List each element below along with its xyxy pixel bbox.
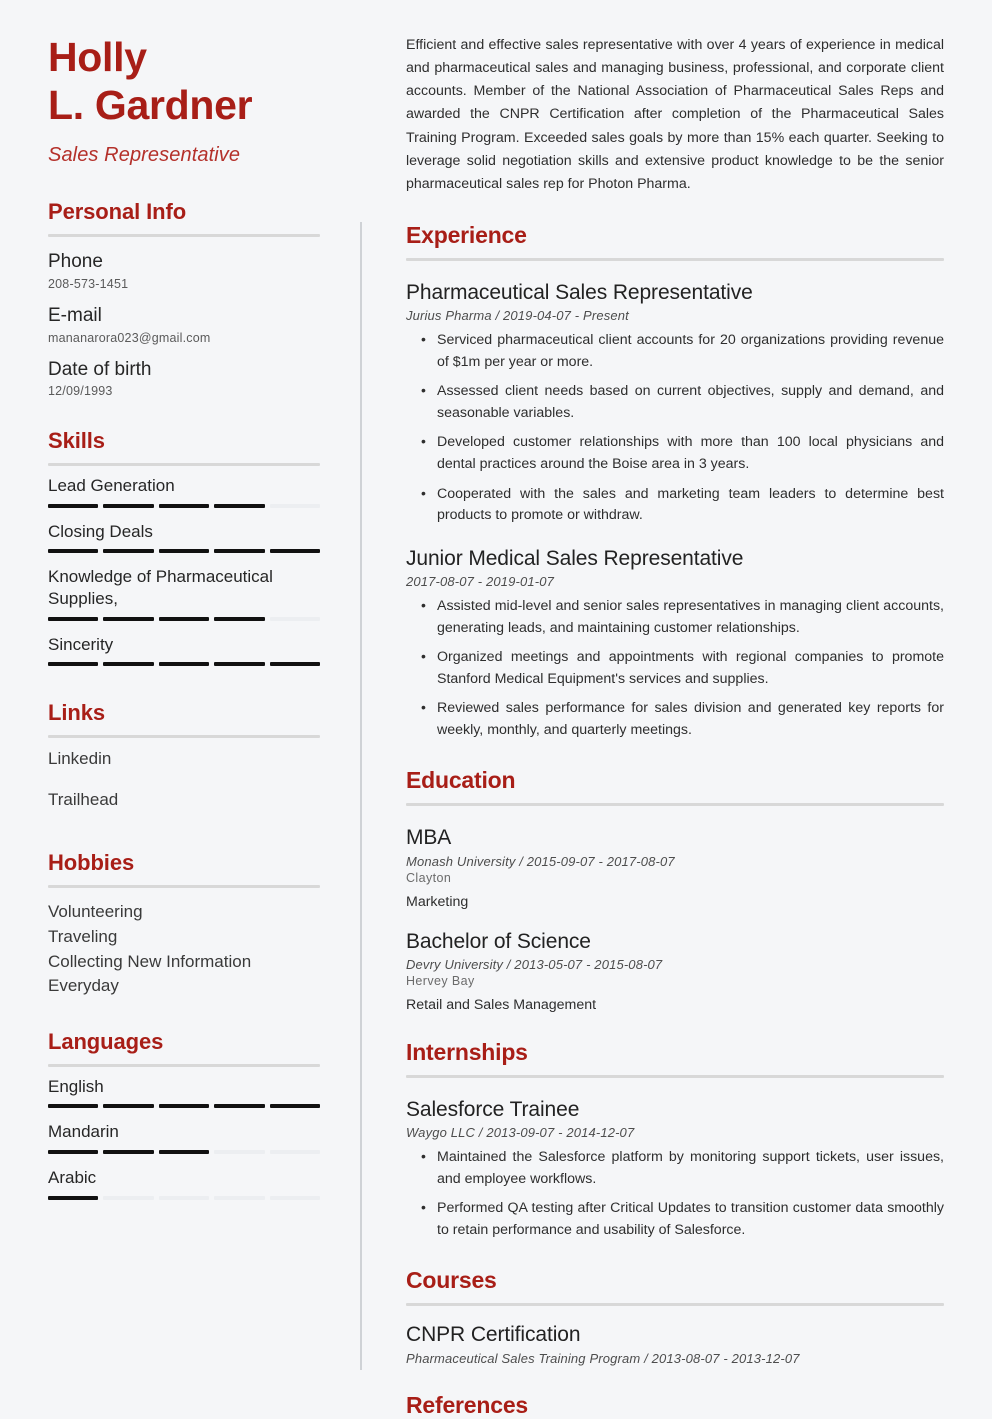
entry-title: Junior Medical Sales Representative bbox=[406, 546, 744, 570]
rating-segment bbox=[270, 1196, 320, 1200]
email-value: mananarora023@gmail.com bbox=[48, 330, 211, 345]
bullet-item: • Organized meetings and appointments with regional companies to promote Stanford Medical Equipment's services and supplies. bbox=[437, 647, 944, 690]
rating-segment bbox=[159, 549, 209, 553]
language-rating-bar bbox=[48, 1104, 320, 1112]
section-references bbox=[406, 1392, 944, 1419]
rating-segment bbox=[270, 504, 320, 508]
entry-title: MBA bbox=[406, 826, 452, 850]
rating-segment bbox=[270, 1104, 320, 1108]
hobby-line: Everyday bbox=[48, 976, 119, 996]
language-label: Arabic bbox=[48, 1167, 97, 1187]
rating-segment bbox=[103, 662, 153, 666]
skill-label: Closing Deals bbox=[48, 521, 153, 541]
rating-segment bbox=[159, 1104, 209, 1108]
phone-label: Phone bbox=[48, 250, 103, 272]
bullet-item: • Developed customer relationships with more than 100 local physicians and dental practices around the Boise area in 3 years. bbox=[437, 432, 944, 475]
entry-field-of-study: Retail and Sales Management bbox=[406, 996, 597, 1013]
skill-rating-bar bbox=[48, 549, 320, 557]
rating-segment bbox=[159, 662, 209, 666]
heading-rule bbox=[406, 1303, 944, 1306]
email-label: E-mail bbox=[48, 304, 102, 326]
rating-segment bbox=[214, 617, 264, 621]
professional-summary: Efficient and effective sales representative with over 4 years of experience in medical and pharmaceutical sales and managing business, professional, and corporate client accounts. Member of the National Association of Pharmaceutical Sales Reps and awarded the CNPR Certification after completion of the Pharmaceutical Sales Training Program. Exceeded sales goals by more than 15% each quarter. Seeking to leverage solid negotiation skills and extensive product knowledge to be the senior pharmaceutical sales rep for Photon Pharma. bbox=[406, 37, 944, 192]
rating-segment bbox=[48, 504, 98, 508]
language-item bbox=[48, 1067, 320, 1113]
language-item bbox=[48, 1112, 320, 1158]
rating-segment bbox=[214, 662, 264, 666]
rating-segment bbox=[103, 617, 153, 621]
link-item-trailhead[interactable]: Trailhead bbox=[48, 790, 119, 810]
entry-title: Bachelor of Science bbox=[406, 929, 591, 953]
bullet-item: • Maintained the Salesforce platform by monitoring support tickets, user issues, and employee workflows. bbox=[437, 1147, 944, 1190]
entry-meta: Devry University / 2013-05-07 - 2015-08-07 bbox=[406, 956, 663, 972]
references-heading: References bbox=[406, 1391, 529, 1418]
skill-item bbox=[48, 466, 320, 512]
section-education bbox=[406, 767, 944, 1012]
entry-title: CNPR Certification bbox=[406, 1323, 581, 1347]
section-courses bbox=[406, 1267, 944, 1365]
bullet-item: • Reviewed sales performance for sales division and generated key reports for weekly, monthly, and quarterly meetings. bbox=[437, 698, 944, 741]
entry-bullets bbox=[406, 330, 944, 527]
education-heading: Education bbox=[406, 767, 516, 794]
heading-rule bbox=[406, 258, 944, 261]
language-item bbox=[48, 1158, 320, 1204]
skill-label: Lead Generation bbox=[48, 476, 175, 496]
rating-segment bbox=[48, 617, 98, 621]
section-internships bbox=[406, 1039, 944, 1242]
section-skills bbox=[48, 428, 320, 670]
rating-segment bbox=[48, 1196, 98, 1200]
job-title: Sales Representative bbox=[48, 143, 241, 166]
section-personal-info bbox=[48, 199, 320, 398]
rating-segment bbox=[48, 1150, 98, 1154]
bullet-item: • Performed QA testing after Critical Updates to transition customer data smoothly to retain performance and usability of Salesforce. bbox=[437, 1198, 944, 1241]
skill-item bbox=[48, 625, 320, 671]
skill-label: Knowledge of Pharmaceutical Supplies, bbox=[48, 567, 273, 609]
rating-segment bbox=[103, 1196, 153, 1200]
skill-label: Sincerity bbox=[48, 634, 114, 654]
info-item-email bbox=[48, 305, 320, 345]
entry-meta: Monash University / 2015-09-07 - 2017-08-07 bbox=[406, 853, 675, 869]
skill-rating-bar bbox=[48, 662, 320, 670]
entry-bullets bbox=[406, 596, 944, 741]
language-label: English bbox=[48, 1076, 104, 1096]
rating-segment bbox=[48, 549, 98, 553]
internships-heading: Internships bbox=[406, 1038, 528, 1065]
rating-segment bbox=[270, 662, 320, 666]
course-entry bbox=[406, 1322, 944, 1365]
last-name: L. Gardner bbox=[48, 81, 253, 128]
experience-entry bbox=[406, 546, 944, 742]
info-item-dob bbox=[48, 359, 320, 399]
dob-label: Date of birth bbox=[48, 358, 152, 380]
rating-segment bbox=[159, 504, 209, 508]
skill-rating-bar bbox=[48, 617, 320, 625]
education-entry bbox=[406, 929, 944, 1013]
sidebar bbox=[0, 0, 360, 1403]
rating-segment bbox=[48, 662, 98, 666]
bullet-item: • Cooperated with the sales and marketing team leaders to determine best products to promote or withdraw. bbox=[437, 484, 944, 527]
skill-rating-bar bbox=[48, 504, 320, 512]
name-block bbox=[48, 34, 320, 167]
education-entry bbox=[406, 825, 944, 909]
skills-heading: Skills bbox=[48, 428, 105, 454]
section-experience bbox=[406, 222, 944, 741]
rating-segment bbox=[270, 1150, 320, 1154]
bullet-item: • Assessed client needs based on current objectives, supply and demand, and seasonable variables. bbox=[437, 381, 944, 424]
rating-segment bbox=[159, 1150, 209, 1154]
main-content bbox=[360, 0, 992, 1418]
rating-segment bbox=[214, 504, 264, 508]
entry-bullets bbox=[406, 1147, 944, 1241]
phone-value: 208-573-1451 bbox=[48, 276, 129, 291]
language-label: Mandarin bbox=[48, 1122, 119, 1142]
language-rating-bar bbox=[48, 1150, 320, 1158]
rating-segment bbox=[103, 549, 153, 553]
entry-meta: 2017-08-07 - 2019-01-07 bbox=[406, 573, 554, 589]
rating-segment bbox=[214, 1196, 264, 1200]
heading-rule bbox=[48, 885, 320, 888]
experience-entry bbox=[406, 280, 944, 527]
hobbies-list bbox=[48, 900, 320, 999]
entry-meta: Jurius Pharma / 2019-04-07 - Present bbox=[406, 308, 629, 324]
links-heading: Links bbox=[48, 700, 105, 726]
hobbies-heading: Hobbies bbox=[48, 850, 135, 876]
section-languages bbox=[48, 1029, 320, 1204]
rating-segment bbox=[159, 1196, 209, 1200]
experience-heading: Experience bbox=[406, 221, 527, 248]
dob-value: 12/09/1993 bbox=[48, 384, 113, 399]
rating-segment bbox=[214, 1150, 264, 1154]
entry-title: Salesforce Trainee bbox=[406, 1097, 580, 1121]
skill-item bbox=[48, 512, 320, 558]
entry-location: Hervey Bay bbox=[406, 973, 475, 988]
hobby-line: Traveling bbox=[48, 926, 118, 946]
rating-segment bbox=[270, 549, 320, 553]
entry-location: Clayton bbox=[406, 870, 452, 885]
rating-segment bbox=[159, 617, 209, 621]
bullet-item: • Assisted mid-level and senior sales representatives in managing client accounts, generating leads, and maintaining customer relationships. bbox=[437, 596, 944, 639]
info-item-phone bbox=[48, 251, 320, 291]
rating-segment bbox=[214, 549, 264, 553]
rating-segment bbox=[270, 617, 320, 621]
bullet-item: • Serviced pharmaceutical client accounts for 20 organizations providing revenue of $1m per year or more. bbox=[437, 330, 944, 373]
internship-entry bbox=[406, 1097, 944, 1242]
personal-info-heading: Personal Info bbox=[48, 198, 187, 224]
rating-segment bbox=[214, 1104, 264, 1108]
rating-segment bbox=[103, 504, 153, 508]
rating-segment bbox=[103, 1104, 153, 1108]
section-links bbox=[48, 700, 320, 820]
entry-title: Pharmaceutical Sales Representative bbox=[406, 280, 753, 304]
rating-segment bbox=[48, 1104, 98, 1108]
heading-rule bbox=[48, 234, 320, 237]
entry-field-of-study: Marketing bbox=[406, 893, 469, 910]
column-divider bbox=[360, 222, 362, 1370]
link-item-linkedin[interactable]: Linkedin bbox=[48, 749, 112, 769]
heading-rule bbox=[406, 803, 944, 806]
heading-rule bbox=[406, 1075, 944, 1078]
hobby-line: Collecting New Information bbox=[48, 951, 252, 971]
skill-item bbox=[48, 557, 320, 624]
courses-heading: Courses bbox=[406, 1267, 497, 1294]
entry-meta: Pharmaceutical Sales Training Program / 2013-08-07 - 2013-12-07 bbox=[406, 1350, 800, 1366]
first-name: Holly bbox=[48, 34, 147, 80]
language-rating-bar bbox=[48, 1196, 320, 1204]
hobby-line: Volunteering bbox=[48, 902, 143, 922]
section-hobbies bbox=[48, 850, 320, 999]
languages-heading: Languages bbox=[48, 1028, 164, 1054]
entry-meta: Waygo LLC / 2013-09-07 - 2014-12-07 bbox=[406, 1125, 635, 1141]
rating-segment bbox=[103, 1150, 153, 1154]
